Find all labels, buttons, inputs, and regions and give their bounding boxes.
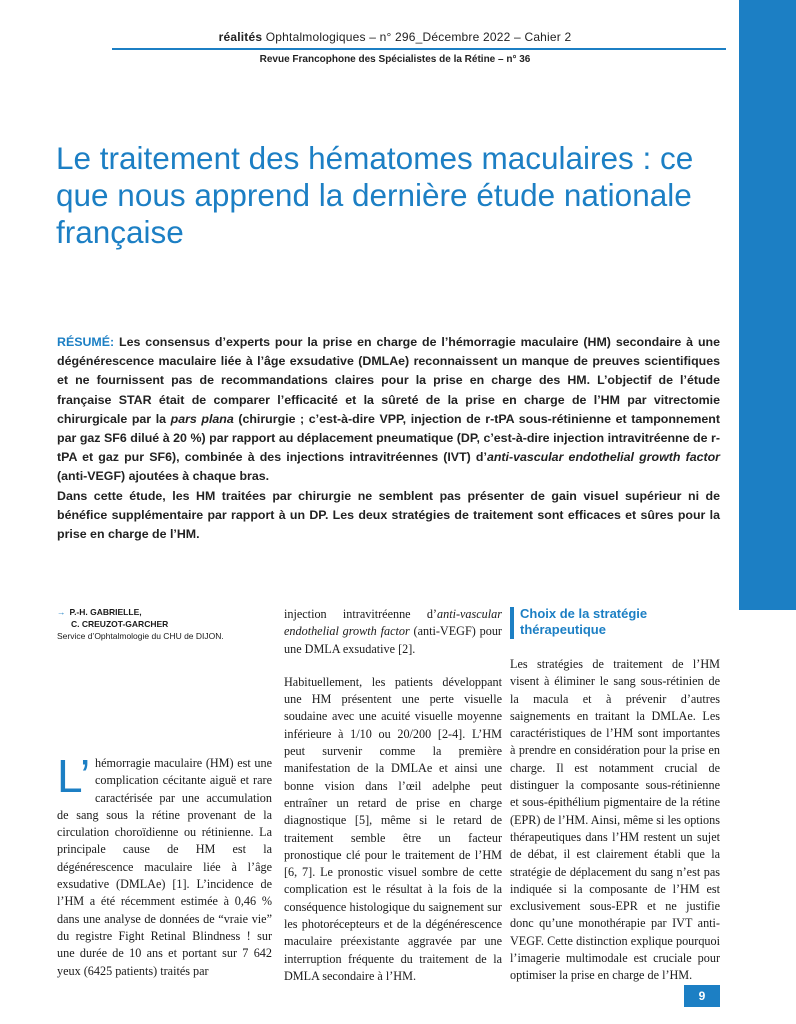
side-color-bar — [739, 0, 796, 610]
arrow-right-icon: → — [57, 607, 66, 617]
author-2: C. CREUZOT-GARCHER — [71, 619, 169, 629]
abstract-paragraph-1 — [57, 333, 720, 487]
page-number: 9 — [684, 985, 720, 1007]
article-title: Le traitement des hématomes maculaires : ce que nous apprend la dernière étude nationale française — [56, 140, 694, 250]
paragraph-gap — [284, 658, 502, 674]
author-list — [57, 606, 272, 630]
abstract-label: RÉSUMÉ: — [57, 335, 115, 349]
column-2-paragraph-2: Habituellement, les patients développant une HM présentent une perte visuelle soudaine avec une acuité visuelle moyenne inférieure à 1/10 ou 20/200 [2-4]. L’HM peut survenir comme la première manifestation de la DMLAe et ainsi une bonne vision dans l’œil adelphe peut entraîner un retard de prise en charge diagnostique [5], même si le retard de traitement semble être un facteur pronostique clé pour le traitement de l’HM [6, 7]. Le pronostic visuel sombre de cette complication est le résultat à la fois de la conséquence histologique du saignement sur les photorécepteurs et de la dégénérescence maculaire préexistante aggravée par une interruption fréquente du traitement de la DMLA secondaire à l’HM. — [284, 674, 502, 983]
column-1 — [57, 606, 272, 650]
author-affiliation: Service d’Ophtalmologie du CHU de DIJON. — [57, 631, 224, 641]
abstract-italic-term: pars plana — [170, 411, 234, 426]
journal-subheader: Revue Francophone des Spécialistes de la Rétine – n° 36 — [259, 54, 531, 65]
italic-term: anti-vascular endothelial growth factor — [284, 607, 502, 639]
body-text: (anti-VEGF) pour une DMLA exsudative [2]. — [284, 624, 502, 656]
body-text: injection intravitréenne d’ — [284, 607, 437, 621]
journal-header — [200, 30, 590, 44]
header-rule — [112, 48, 726, 50]
journal-issue: Ophtalmologiques – n° 296_Décembre 2022 – Cahier 2 — [262, 30, 572, 44]
column-3-paragraph: Les stratégies de traitement de l’HM visent à éliminer le sang sous-rétinien de la macula et à prévenir d’autres saignements en traitant la DMLAe. Les caractéristiques de l’HM sont importantes à prendre en considération pour la prise en charge. Il est notamment crucial de distinguer la composante sous-rétinienne et sous-épithélium pigmentaire de la rétine (EPR) de l’HM. Ainsi, même si les options thérapeutiques dans l’HM restent un sujet de débat, il est clairement établi que la stratégie de déplacement du sang n’est pas indiquée si la composante de l’HM est exclusivement sous-EPR et ne justifie donc qu’une monothérapie par IVT anti-VEGF. Cette distinction explique pourquoi l’imagerie multimodale est cruciale pour optimiser la prise en charge de l’HM. — [510, 657, 720, 983]
column-2-paragraph-1 — [284, 606, 502, 658]
abstract-text: (anti-VEGF) ajoutées à chaque bras. — [57, 469, 270, 484]
abstract-italic-term: anti-vascular endothelial growth factor — [486, 450, 720, 465]
column-2 — [284, 606, 502, 985]
abstract-text: (chirurgie ; c’est-à-dire VPP, injection de r-tPA sous-rétinienne et tamponnement par gaz SF6 dilué à 20 %) par rapport au déplacement pneumatique (DP, c’est-à-dire injection intravitréenne de r-tPA et gaz pur SF6), combinée à des injections intravitréennes (IVT) d’ — [57, 411, 720, 465]
section-heading: Choix de la stratégie thérapeutique — [510, 606, 720, 638]
column-1-body — [57, 750, 272, 980]
abstract — [57, 333, 720, 544]
drop-cap: L’ — [57, 750, 91, 802]
abstract-paragraph-2: Dans cette étude, les HM traitées par chirurgie ne semblent pas présenter de gain visuel supérieur ni de bénéfice supplémentaire par rapport à un DP. Les deux stratégies de traitement sont efficaces et sûres pour la prise en charge de l’HM. — [57, 488, 720, 542]
column-1-text: hémorragie maculaire (HM) est une complication cécitante aiguë et rare caractérisée par une accumulation de sang sous la rétine provenant de la circulation choroïdienne ou rétinienne. La principale cause de HM est la dégénérescence maculaire liée à l’âge exsudative (DMLAe) [1]. L’incidence de l’HM a été récemment estimée à 0,46 % dans une analyse de données de “vraie vie” du registre Fight Retinal Blindness ! sur une durée de 10 ans et portant sur 7 642 yeux (6425 patients) traités par — [57, 756, 272, 978]
journal-brand: réalités — [218, 30, 263, 44]
column-3 — [510, 606, 720, 985]
abstract-text: Les consensus d’experts pour la prise en charge de l’hémorragie maculaire (HM) secondaire à une dégénérescence maculaire liée à l’âge exsudative (DMLAe) reconnaissent un manque de preuves scientifiques et ne fournissent pas de recommandations claires pour la prise en charge des HM. L’objectif de l’étude française STAR était de comparer l’efficacité et la sûreté de la prise en charge de l’HM par vitrectomie chirurgicale par la — [57, 335, 720, 426]
author-1: P.-H. GABRIELLE, — [69, 607, 142, 617]
